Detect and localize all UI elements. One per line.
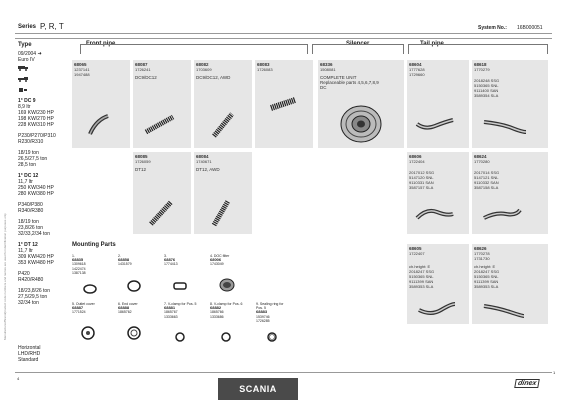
- side-disclaimer: Manufacturer/Brand/product code numbers and names are used for identification purposes only: [3, 213, 7, 340]
- flex-pipe-icon: [145, 198, 177, 228]
- dc12-group: [18, 173, 70, 197]
- dc9-tons: [18, 150, 70, 168]
- part-number: 68605: [409, 246, 422, 251]
- vehicle-spec-column: [18, 42, 70, 311]
- ref-number: 1703609: [196, 67, 212, 72]
- dc9-power-2: 198 KW/270 HP: [18, 116, 54, 122]
- cross-ref-1: 2017014 SSG: [474, 170, 500, 175]
- part-card-68065[interactable]: [72, 60, 130, 148]
- mounting-label: 7. V-clamp for Pos. 5: [164, 302, 197, 306]
- ref-number: 1743049: [210, 262, 224, 267]
- dt12-tons-1: 18/23,8/26 ton: [18, 288, 50, 294]
- part-card-68085[interactable]: [133, 152, 191, 234]
- dt12-models: [18, 271, 70, 283]
- mounting-label: 9. Sealing ring for Pos. 5: [256, 302, 284, 311]
- dc9-models-1: P230/P270/P310: [18, 133, 56, 139]
- mounting-label: 6. End cover: [118, 302, 138, 306]
- part-number: 68626: [474, 246, 487, 251]
- ref-number: 1770279: [474, 67, 490, 72]
- part-card-68087[interactable]: [133, 60, 191, 148]
- tail-pipe-icon: [415, 204, 455, 224]
- front-pipe-heading: Front pipe: [86, 41, 116, 47]
- cross-ref-4: 3587157 SLA: [409, 185, 434, 190]
- dc9-tons-2: 26,5/27,5 ton: [18, 156, 48, 162]
- tail-pipe-icon: [415, 114, 455, 134]
- part-note: DC9/DC12: [135, 75, 157, 80]
- flex-pipe-icon: [206, 198, 238, 228]
- dt12-power-1: 309 KW/420 HP: [18, 254, 54, 260]
- part-number: 68618: [474, 62, 487, 67]
- part-card-68084[interactable]: [194, 152, 252, 234]
- mounting-label: 5. Outlet cover: [72, 302, 95, 306]
- part-number: 68835: [72, 257, 84, 263]
- ref-number: 1508081: [320, 67, 336, 72]
- part-note: DC9/DC12, AWD: [196, 75, 231, 80]
- ref-number: 1237141: [74, 67, 90, 72]
- cross-ref-1: 2018247 SSG: [474, 269, 500, 274]
- v-clamp-icon: [172, 332, 188, 342]
- part-number: 68087: [135, 62, 148, 67]
- ref-number-3: 1387138: [72, 270, 86, 275]
- cross-ref-2: 5147121 SNL: [474, 175, 499, 180]
- cross-ref-2: 5150365 SNL: [474, 274, 499, 279]
- part-number: 68887: [72, 305, 84, 311]
- config-standard: Standard: [18, 357, 39, 363]
- ref-number: 1770280: [474, 159, 490, 164]
- dc12-size: 11,7 ltr: [18, 179, 33, 185]
- corner-mark: 4: [17, 376, 20, 381]
- cross-ref-2: 5150365 SNL: [474, 83, 499, 88]
- system-no-value: 16B000051: [517, 25, 543, 31]
- part-number: 68006: [210, 257, 222, 263]
- ref-number: 1726241: [135, 67, 151, 72]
- mounting-label: 4. DOC filter: [210, 254, 230, 258]
- dc9-tons-1: 18/19 ton: [18, 150, 39, 156]
- ref-number: 1539746: [256, 314, 270, 319]
- cross-ref-3: 9111400 SAN: [474, 88, 499, 93]
- type-euro: Euro IV: [18, 57, 35, 63]
- dt12-power-2: 353 KW/480 HP: [18, 260, 54, 266]
- part-card-68618[interactable]: [472, 60, 548, 148]
- mounting-label: 2.: [118, 254, 121, 258]
- mounting-part-6[interactable]: [118, 302, 152, 342]
- ref-number-2: 1947488: [74, 72, 90, 77]
- cross-ref-3: 9111399 SAN: [409, 279, 434, 284]
- dc12-models: [18, 202, 70, 214]
- cross-ref-3: 9110332 SAN: [474, 180, 499, 185]
- dt12-group: [18, 242, 70, 266]
- tractor-icon: [18, 76, 28, 82]
- type-group: [18, 51, 70, 93]
- part-number: 68858: [118, 257, 130, 263]
- tail-pipe-icon: [417, 300, 457, 320]
- part-number: 68624: [474, 154, 487, 159]
- part-card-68083[interactable]: [255, 60, 313, 148]
- chassis-height: ch.height: E: [409, 264, 431, 269]
- dc12-power-2: 280 KW/380 HP: [18, 191, 54, 197]
- cross-ref-3: 9111399 SAN: [474, 279, 499, 284]
- dc9-power-1: 169 KW/230 HP: [18, 110, 54, 116]
- config-lhd-rhd: LHD/RHD: [18, 351, 41, 357]
- tail-pipe-icon: [482, 302, 526, 320]
- part-number: 68882: [210, 305, 222, 311]
- silencer-title: COMPLETE UNIT: [320, 75, 357, 80]
- chassis-height: ch.height: E: [474, 264, 496, 269]
- dc12-models-1: P340/P380: [18, 202, 43, 208]
- cross-ref-4: 3589353 SLA: [474, 284, 499, 289]
- header-divider: [15, 33, 552, 34]
- dc12-power-1: 250 KW/340 HP: [18, 185, 54, 191]
- dc12-models-2: R340/R380: [18, 208, 44, 214]
- dc9-group: [18, 98, 70, 128]
- part-number: 68336: [320, 62, 333, 67]
- type-label: Type: [18, 42, 32, 48]
- dc12-tons-1: 18/19 ton: [18, 219, 39, 225]
- ref-number: 1309618: [72, 262, 86, 267]
- config-horizontal: Horizontal: [18, 345, 41, 351]
- part-number: 68876: [164, 257, 176, 263]
- ref-number: 1777628: [409, 67, 425, 72]
- tail-pipe-icon: [482, 116, 528, 136]
- config-group: [18, 345, 41, 363]
- cross-ref-1: 2018247 SSG: [409, 269, 435, 274]
- cross-ref-1: 2018248 SSG: [474, 78, 500, 83]
- vehicle-icons-3: [18, 87, 70, 93]
- dt12-tons-2: 27,5/29,5 ton: [18, 294, 48, 300]
- part-number: 68085: [135, 154, 148, 159]
- clamp-icon: [126, 280, 142, 292]
- gasket-icon: [172, 280, 188, 292]
- part-card-68605[interactable]: [407, 244, 469, 324]
- part-number: 68881: [164, 305, 176, 311]
- mounting-part-9[interactable]: [256, 302, 290, 342]
- ref-number: 1431579: [118, 262, 132, 267]
- cross-ref-2: 5147120 SNL: [409, 175, 434, 180]
- cross-ref-1: 2017012 SSG: [409, 170, 435, 175]
- ref-number-2: 1731730: [474, 256, 490, 261]
- part-card-68604[interactable]: [407, 60, 469, 148]
- mounting-label: 8. V-clamp for Pos. 6: [210, 302, 243, 306]
- clamp-icon: [82, 284, 98, 294]
- dt12-size: 11,7 ltr: [18, 248, 33, 254]
- silencer-bracket: [312, 44, 404, 54]
- ref-number-2: 1333663: [164, 314, 178, 319]
- ref-number: 1774413: [164, 262, 178, 267]
- truck-icon: [18, 65, 28, 71]
- part-number: 68083: [257, 62, 270, 67]
- part-number: 68084: [196, 154, 209, 159]
- tail-pipe-icon: [482, 204, 522, 224]
- filter-icon: [218, 278, 236, 292]
- dt12-models-2: R420/R480: [18, 277, 44, 283]
- vehicle-icons: [18, 65, 70, 71]
- system-no-label: System No.:: [478, 25, 507, 31]
- ref-number: 1865766: [210, 310, 224, 315]
- part-card-68606[interactable]: [407, 152, 469, 234]
- ref-number: 1865762: [118, 310, 132, 315]
- cross-ref-3: 9110331 SAN: [409, 180, 434, 185]
- dc9-size: 8,9 ltr: [18, 104, 31, 110]
- ref-number-2: 1729660: [409, 72, 425, 77]
- end-cover-icon: [126, 326, 142, 340]
- ref-number-2: 1726285: [256, 318, 270, 323]
- series-value: P, R, T: [40, 22, 64, 31]
- ref-number-2: 1333686: [210, 314, 224, 319]
- ref-number: 1771524: [72, 310, 86, 315]
- dt12-models-1: P420: [18, 271, 30, 277]
- dt12-tons-3: 32/34 ton: [18, 300, 39, 306]
- mounting-parts-title: Mounting Parts: [72, 242, 116, 248]
- part-note: DT12, AWD: [196, 167, 220, 172]
- ref-number: 1722407: [409, 251, 425, 256]
- part-note: DT12: [135, 167, 147, 172]
- silencer-replaceable: Replaceable parts 4,5,6,7,8,9: [320, 80, 379, 85]
- type-date: 09/2004: [18, 51, 37, 57]
- dc12-title: 1° DC 12: [18, 173, 39, 179]
- flex-pipe-icon: [267, 94, 299, 114]
- part-number: 68604: [409, 62, 422, 67]
- series-label: Series: [18, 24, 37, 30]
- flex-pipe-icon: [208, 110, 238, 140]
- cross-ref-2: 5150365 SNL: [409, 274, 434, 279]
- part-card-68624[interactable]: [472, 152, 548, 234]
- part-number: 68082: [196, 62, 209, 67]
- cross-ref-4: 3587158 SLA: [474, 185, 499, 190]
- part-number: 68888: [118, 305, 130, 311]
- mounting-label: 1.: [72, 254, 75, 258]
- ref-number: 1770278: [474, 251, 490, 256]
- silencer-heading: Silencer: [346, 41, 370, 47]
- dc9-tons-3: 28,5 ton: [18, 162, 37, 168]
- dc12-tons-2: 23,8/26 ton: [18, 225, 44, 231]
- dt12-title: 1° DT 12: [18, 242, 38, 248]
- part-card-68082[interactable]: [194, 60, 252, 148]
- footer-divider: [15, 372, 552, 373]
- part-number: 68883: [256, 309, 268, 315]
- front-pipe-icon: [86, 110, 116, 140]
- cross-ref-4: 3589353 SLA: [409, 284, 434, 289]
- part-number: 68606: [409, 154, 422, 159]
- mounting-part-8[interactable]: [210, 302, 244, 342]
- flex-pipe-icon: [143, 112, 177, 136]
- ref-number-2: 1422474: [72, 266, 86, 271]
- dc9-models: [18, 133, 70, 145]
- dc9-title: 1° DC 9: [18, 98, 36, 104]
- part-card-68336[interactable]: [318, 60, 404, 148]
- mounting-part-2[interactable]: [118, 254, 152, 294]
- silencer-icon: [336, 102, 386, 144]
- mounting-label: 3.: [164, 254, 167, 258]
- dc12-tons-3: 32/33,2/34 ton: [18, 231, 50, 237]
- cross-ref-4: 3589354 SLA: [474, 93, 499, 98]
- dc9-power-3: 228 KW/310 HP: [18, 122, 54, 128]
- dt12-tons: [18, 288, 70, 306]
- mounting-part-3[interactable]: [164, 254, 198, 294]
- ref-number: 1726083: [257, 67, 273, 72]
- ref-number: 1726059: [135, 159, 151, 164]
- ref-number: 1740671: [196, 159, 212, 164]
- axle-icon: [18, 87, 28, 93]
- dc12-tons: [18, 219, 70, 237]
- arrow-right-icon: ➜: [37, 51, 42, 57]
- page-number: 1: [553, 370, 556, 375]
- mounting-part-4[interactable]: [210, 254, 244, 294]
- header-divider-2: [15, 38, 552, 39]
- sealing-ring-icon: [264, 332, 280, 342]
- mounting-part-5[interactable]: [72, 302, 106, 342]
- tail-pipe-bracket: [408, 44, 548, 54]
- dinex-logo: dinex: [514, 379, 540, 388]
- v-clamp-icon: [218, 332, 234, 342]
- brand-banner: SCANIA: [218, 378, 298, 400]
- outlet-cover-icon: [80, 326, 96, 340]
- part-number: 68065: [74, 62, 87, 67]
- ref-number: 1722404: [409, 159, 425, 164]
- front-pipe-bracket: [80, 44, 308, 54]
- part-card-68626[interactable]: [472, 244, 548, 324]
- mounting-part-7[interactable]: [164, 302, 198, 342]
- mounting-part-1[interactable]: [72, 254, 106, 294]
- ref-number: 1865767: [164, 310, 178, 315]
- silencer-dc: DC: [320, 85, 327, 90]
- dc9-models-2: R230/R310: [18, 139, 44, 145]
- tail-pipe-heading: Tail pipe: [420, 41, 444, 47]
- vehicle-icons-2: [18, 76, 70, 82]
